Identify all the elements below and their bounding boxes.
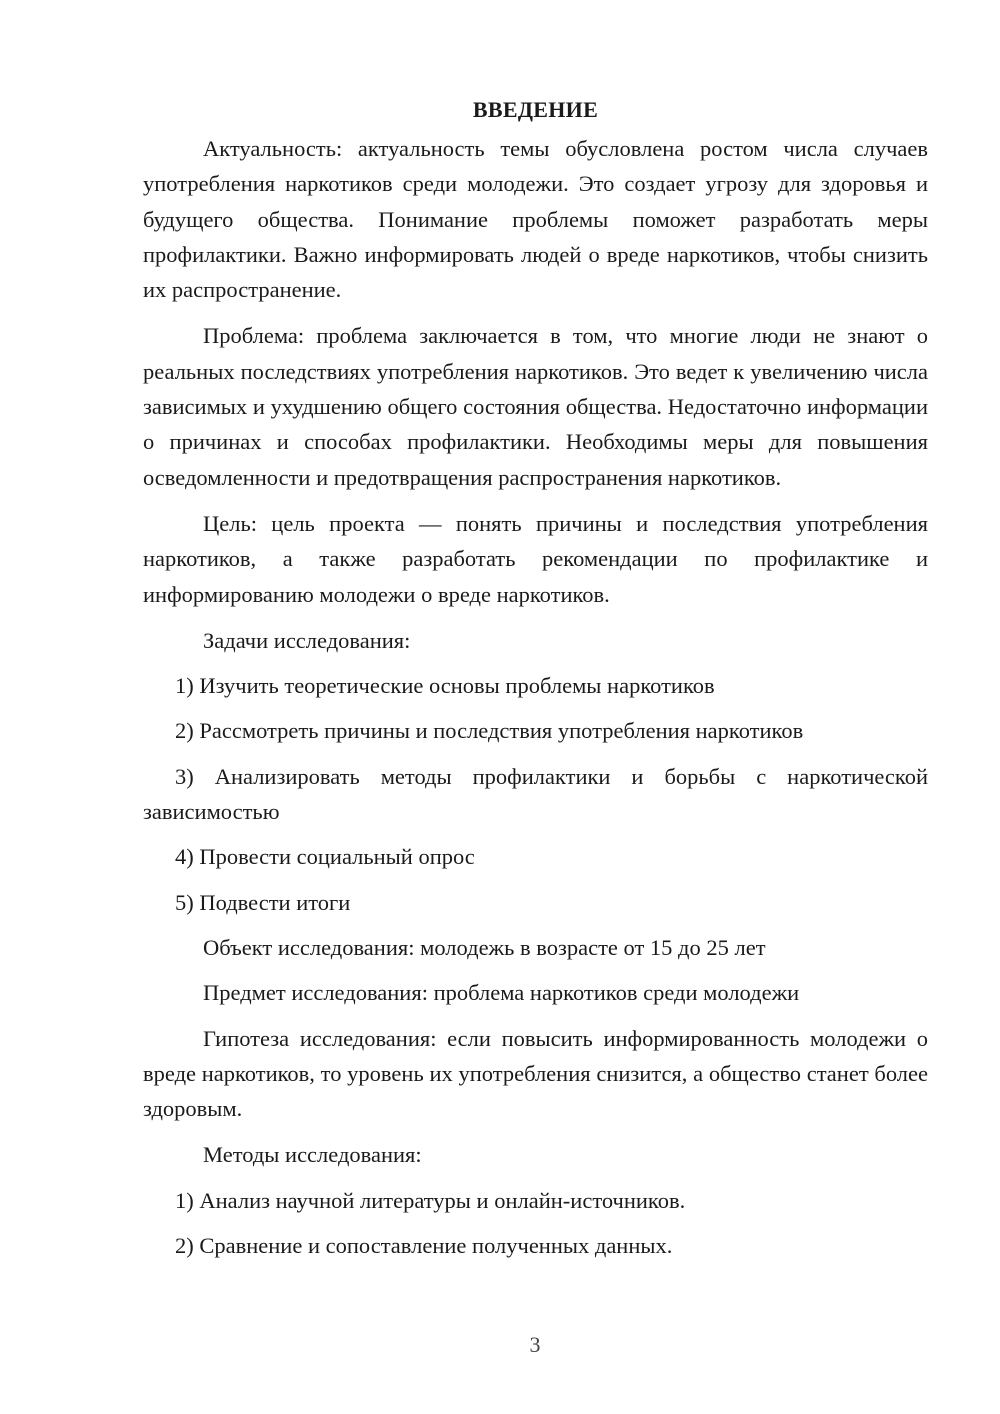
section-heading: ВВЕДЕНИЕ: [472, 97, 599, 122]
goal-paragraph: Цель: цель проекта — понять причины и последствия употребления наркотиков, а также разработать рекомендации по профилактике и информированию молодежи о вреде наркотиков.: [143, 510, 928, 607]
task-item-4: 4) Провести социальный опрос: [175, 844, 475, 870]
problem-paragraph: Проблема: проблема заключается в том, что многие люди не знают о реальных последствиях употребления наркотиков. Это ведет к увеличению числа зависимых и ухудшению общего состояния общества. Недостаточно информации о причинах и способах профилактики. Необходимы меры для повышения осведомленности и предотвращения распространения наркотиков.: [143, 323, 928, 490]
page-number: 3: [529, 1332, 541, 1357]
task-item-2: 2) Рассмотреть причины и последствия употребления наркотиков: [175, 718, 804, 744]
subject-line: Предмет исследования: проблема наркотиков среди молодежи: [203, 980, 800, 1006]
task-item-3: 3) Анализировать методы профилактики и борьбы с наркотической зависимостью: [143, 763, 928, 825]
tasks-title: Задачи исследования:: [203, 627, 411, 653]
method-item-1: 1) Анализ научной литературы и онлайн-источников.: [175, 1187, 686, 1213]
task-item-1: 1) Изучить теоретические основы проблемы наркотиков: [175, 673, 715, 699]
document-page: [143, 92, 928, 1273]
methods-title: Методы исследования:: [203, 1142, 422, 1168]
hypothesis-paragraph: Гипотеза исследования: если повысить информированность молодежи о вреде наркотиков, то уровень их употребления снизится, а общество станет более здоровым.: [143, 1025, 928, 1122]
relevance-paragraph: Актуальность: актуальность темы обусловлена ростом числа случаев употребления наркотиков среди молодежи. Это создает угрозу для здоровья и будущего общества. Понимание проблемы поможет разработать меры профилактики. Важно информировать людей о вреде наркотиков, чтобы снизить их распространение.: [143, 136, 928, 303]
object-line: Объект исследования: молодежь в возрасте от 15 до 25 лет: [203, 934, 766, 960]
method-item-2: 2) Сравнение и сопоставление полученных данных.: [175, 1233, 673, 1259]
task-item-5: 5) Подвести итоги: [175, 889, 351, 915]
